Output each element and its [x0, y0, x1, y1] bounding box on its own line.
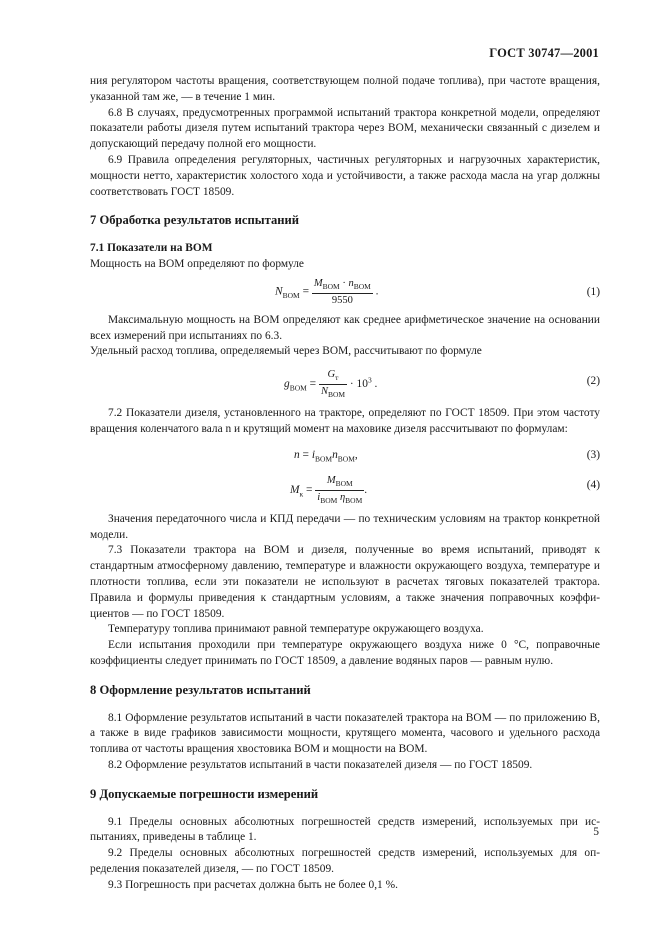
paragraph-6-8: 6.8 В случаях, предусмотренных программой испытаний трактора конкретной модели, определяют показатели работы дизеля путем испытаний трактора через ВОМ, механически связанный с дизелем и допускающий передачу полной его мощности. — [90, 106, 600, 151]
formula-2-tail: . — [371, 378, 378, 391]
formula-4-fraction — [315, 474, 364, 507]
formula-3-b-sub: ВОМ — [337, 454, 355, 464]
formula-2-fraction — [319, 368, 347, 401]
paragraph-7-3b: Температуру топлива принимают равной температуре окружающего воздуха. — [108, 623, 484, 636]
formula-2-mult: · 10 — [347, 378, 368, 391]
formula-4-den-b-sub: ВОМ — [345, 495, 363, 505]
formula-1: $N_{ВОМ}$ = $\frac{M_{ВОМ} \cdot n_{ВОМ}}{9550}$ . (1) — [275, 277, 600, 306]
paragraph-7-1a: Мощность на ВОМ определяют по формуле — [90, 257, 304, 270]
formula-1-num-a: M — [313, 277, 323, 289]
formula-2: $g_{ВОМ}$ = $\frac{G_т}{N_{ВОМ}}$ · $10^3$ . (2) — [284, 369, 600, 400]
formula-2-den: N — [320, 386, 328, 398]
paragraph-6-9: 6.9 Правила определения регуляторных, частичных регуляторных и нагрузочных характеристик, мощности нетто, характеристик холостого хода и устойчивости, а также расхода масла на угар должны соответствовать ГОСТ 18509. — [90, 153, 600, 198]
formula-4-num-sub: ВОМ — [335, 478, 353, 488]
section-7-heading: 7 Обработка результатов испытаний — [90, 213, 300, 228]
standard-header: ГОСТ 30747—2001 — [489, 46, 599, 60]
formula-1-num-b-sub: ВОМ — [353, 281, 371, 291]
formula-2-lhs: g — [284, 378, 290, 391]
subsection-7-1-heading: 7.1 Показатели на ВОМ — [90, 242, 213, 255]
formula-2-exp: 3 — [367, 375, 372, 385]
formula-4: $M_к$ = $\frac{M_{ВОМ}}{i_{ВОМ} \eta_{ВОМ}}$ . (4) — [290, 474, 600, 505]
paragraph-7-2b: Значения передаточного числа и КПД передачи — по техническим условиям на трактор конкретной модели. — [90, 512, 600, 541]
formula-3-a-sub: ВОМ — [315, 454, 333, 464]
formula-3-eq: = — [299, 448, 312, 461]
paragraph-9-1: 9.1 Пределы основных абсолютных погрешностей средств измерений, используемых при испытаниях, приведены в таблице 1. — [90, 815, 600, 844]
formula-3-lhs: n — [294, 448, 300, 461]
document-body — [90, 74, 600, 893]
paragraph-7-2: 7.2 Показатели дизеля, установленного на тракторе, определяют по ГОСТ 18509. При этом частоту вращения коленчатого вала n и крутящий момент на маховике дизеля рассчитывают по формулам: — [90, 407, 600, 435]
formula-1-number: (1) — [586, 285, 600, 298]
formula-4-den-a-sub: ВОМ — [320, 495, 338, 505]
formula-1-den: 9550 — [331, 294, 353, 306]
formula-1-fraction — [312, 277, 373, 307]
formula-2-num-sub: т — [335, 373, 339, 383]
formula-2-num: G — [327, 369, 336, 381]
paragraph-7-3: 7.3 Показатели трактора на ВОМ и дизеля, полученные во время испытаний, приводят к стандартным атмосферному давлению, температуре и влажности окружающего воздуха, температуре и плотности топлива, если эти показатели не используют в расчетах тяговых показателей трактора. Правила и формулы приведения к стандартным условиям, а также значения поправочных коэффициентов — по ГОСТ 18509. — [90, 544, 600, 620]
section-9-heading: 9 Допускаемые погрешности измерений — [90, 786, 319, 801]
formula-2-number: (2) — [586, 375, 600, 388]
page-number: 5 — [593, 826, 599, 838]
formula-3-tail: , — [354, 448, 358, 461]
paragraph-8-2: 8.2 Оформление результатов испытаний в части показателей дизеля — по ГОСТ 18509. — [108, 758, 533, 771]
formula-3-b: n — [332, 448, 338, 461]
section-8-heading: 8 Оформление результатов испытаний — [90, 682, 311, 697]
paragraph-8-1: 8.1 Оформление результатов испытаний в части показателей трактора на ВОМ — по приложению В, а также в виде графиков зависимости мощности, крутящего момента, часового и удельного расхода топлива от частоты вращения хвостовика ВОМ и мощности на ВОМ. — [90, 711, 600, 756]
formula-1-num-b: n — [348, 277, 354, 289]
paragraph-7-3c: Если испытания проходили при температуре окружающего воздуха ниже 0 °С, поправочные коэффициенты следует принимать по ГОСТ 18509, а давление водяных паров — равным нулю. — [90, 639, 600, 667]
paragraph-9-2: 9.2 Пределы основных абсолютных погрешностей средств измерений, используемых для определения показателей дизеля, — по ГОСТ 18509. — [90, 847, 600, 875]
formula-4-tail: . — [364, 483, 368, 496]
formula-4-lhs: M — [290, 483, 300, 496]
formula-1-tail: . — [372, 285, 379, 298]
formula-3 — [90, 438, 600, 472]
formula-3-a: i — [311, 448, 315, 461]
paragraph-continuation: ния регулятором частоты вращения, соответствующем полной подаче топлива), при частоте вращения, указанной там же, — в течение 1 мин. — [90, 75, 600, 103]
paragraph-7-1c: Удельный расход топлива, определяемый через ВОМ, рассчитывают по формуле — [90, 345, 482, 358]
formula-4-num: M — [326, 474, 336, 486]
formula-1-num-a-sub: ВОМ — [322, 281, 340, 291]
paragraph-7-1b: Максимальную мощность на ВОМ определяют как среднее арифметическое значение на основании всех измерений при испытаниях по 6.3. — [90, 313, 600, 342]
formula-4-lhs-sub: к — [299, 489, 304, 499]
formula-1-dot: · — [339, 277, 349, 289]
formula-4-den-a: i — [317, 491, 321, 503]
formula-4-den-b: η — [339, 491, 346, 503]
formula-2-den-sub: ВОМ — [327, 390, 346, 400]
formula-4-number: (4) — [586, 478, 600, 491]
formula-2-lhs-sub: ВОМ — [289, 383, 307, 393]
paragraph-9-3: 9.3 Погрешность при расчетах должна быть не более 0,1 %. — [108, 878, 398, 891]
formula-1-lhs-sub: ВОМ — [282, 290, 300, 300]
formula-1-lhs: N — [275, 285, 283, 298]
formula-3-number: (3) — [586, 448, 600, 461]
